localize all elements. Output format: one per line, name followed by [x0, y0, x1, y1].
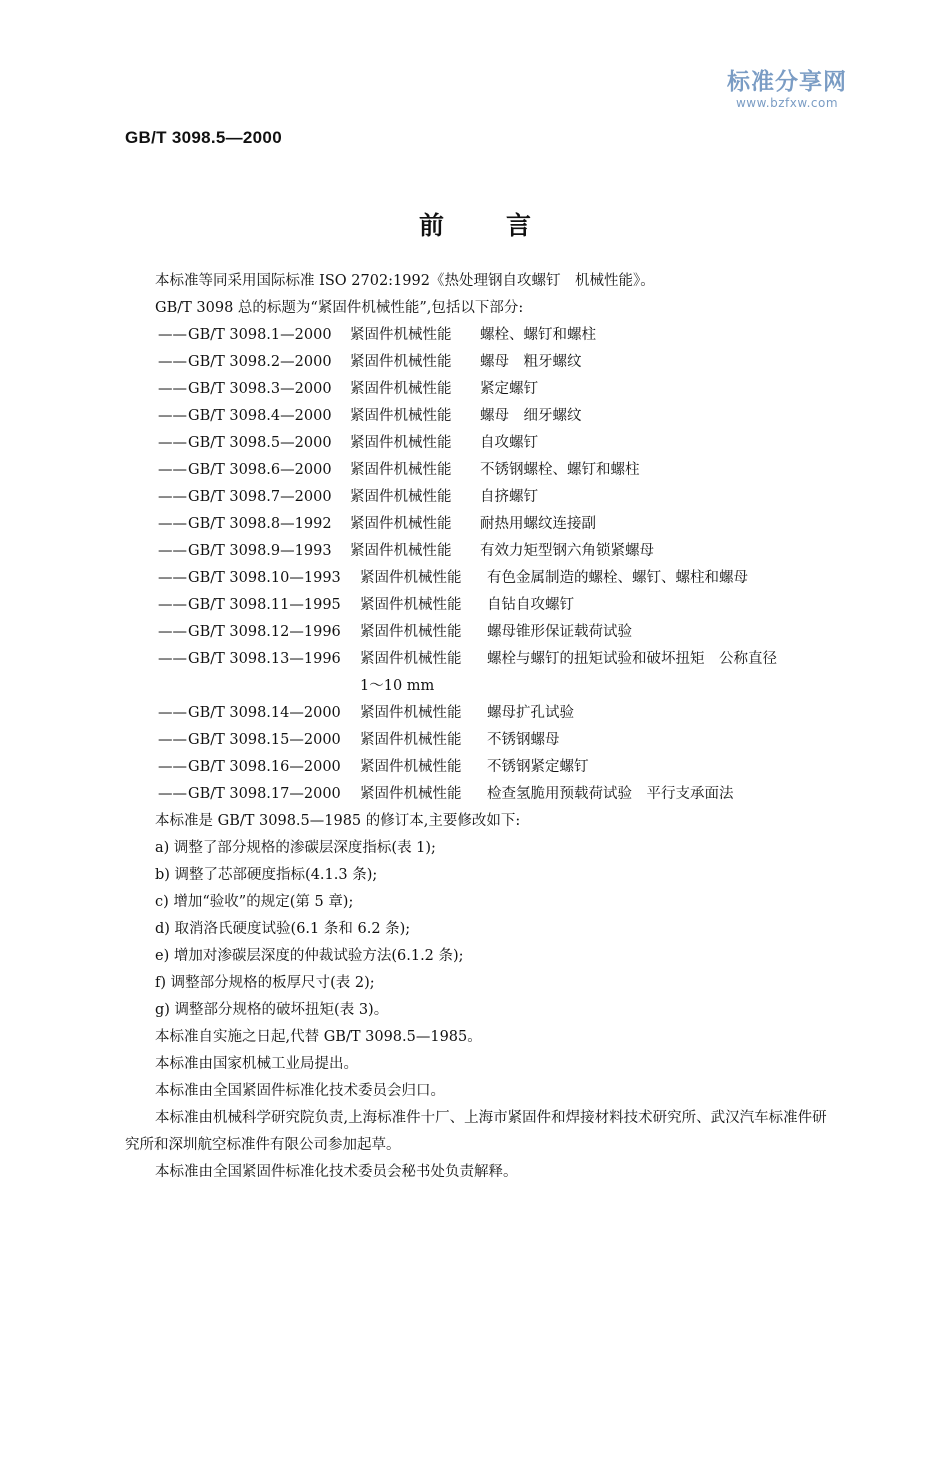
part-code: GB/T 3098.14—2000	[188, 705, 341, 721]
part-list-item	[125, 781, 840, 808]
part-subtitle: 紧定螺钉	[480, 381, 538, 397]
part-name: 紧固件机械性能	[350, 543, 452, 559]
part-subtitle: 有色金属制造的螺栓、螺钉、螺柱和螺母	[487, 570, 748, 586]
part-list-item	[125, 430, 840, 457]
part-subtitle: 检查氢脆用预载荷试验 平行支承面法	[487, 786, 734, 802]
part-dash: ——	[158, 786, 187, 802]
part-subtitle: 螺母锥形保证载荷试验	[487, 624, 632, 640]
part-name: 紧固件机械性能	[350, 354, 452, 370]
intro-line: GB/T 3098 总的标题为“紧固件机械性能”,包括以下部分:	[155, 300, 524, 316]
change-item: d) 取消洛氏硬度试验(6.1 条和 6.2 条);	[155, 921, 411, 937]
watermark-title: 标准分享网	[727, 69, 847, 95]
change-item: f) 调整部分规格的板厚尺寸(表 2);	[155, 975, 375, 991]
part-subtitle: 自钻自攻螺钉	[487, 597, 574, 613]
part-dash: ——	[158, 597, 187, 613]
closing-paragraph: 本标准由全国紧固件标准化技术委员会归口。	[155, 1083, 445, 1099]
closing-paragraph: 本标准由全国紧固件标准化技术委员会秘书处负责解释。	[155, 1164, 518, 1180]
part-code: GB/T 3098.15—2000	[188, 732, 341, 748]
part-subtitle: 有效力矩型钢六角锁紧螺母	[480, 543, 654, 559]
part-subtitle: 螺栓与螺钉的扭矩试验和破坏扭矩 公称直径	[487, 651, 777, 667]
part-subtitle: 螺母扩孔试验	[487, 705, 574, 721]
part-code: GB/T 3098.7—2000	[188, 489, 332, 505]
part-code: GB/T 3098.11—1995	[188, 597, 341, 613]
part-list-item	[125, 754, 840, 781]
part-code: GB/T 3098.1—2000	[188, 327, 332, 343]
part-list-item	[125, 322, 840, 349]
part-subtitle: 螺栓、螺钉和螺柱	[480, 327, 596, 343]
part-list-item	[125, 457, 840, 484]
part-subtitle: 不锈钢螺栓、螺钉和螺柱	[480, 462, 640, 478]
part-dash: ——	[158, 624, 187, 640]
part-list-item	[125, 727, 840, 754]
part-list-item	[125, 349, 840, 376]
part-name: 紧固件机械性能	[350, 489, 452, 505]
part-code: GB/T 3098.17—2000	[188, 786, 341, 802]
part-name: 紧固件机械性能	[350, 516, 452, 532]
part-code: GB/T 3098.4—2000	[188, 408, 332, 424]
closing-paragraph: 本标准由机械科学研究院负责,上海标准件十厂、上海市紧固件和焊接材料技术研究所、武汉汽车标准件研究所和深圳航空标准件有限公司参加起草。	[125, 1110, 827, 1153]
part-name: 紧固件机械性能	[360, 705, 462, 721]
part-subtitle: 自挤螺钉	[480, 489, 538, 505]
part-name: 紧固件机械性能	[350, 381, 452, 397]
part-subtitle: 自攻螺钉	[480, 435, 538, 451]
part-subtitle: 耐热用螺纹连接副	[480, 516, 596, 532]
part-name: 紧固件机械性能	[360, 624, 462, 640]
change-item: c) 增加“验收”的规定(第 5 章);	[155, 894, 354, 910]
part-dash: ——	[158, 435, 187, 451]
part-dash: ——	[158, 732, 187, 748]
part-code: GB/T 3098.3—2000	[188, 381, 332, 397]
part-list-item	[125, 538, 840, 565]
part-continuation-text: 1～10 mm	[360, 678, 435, 694]
part-list-item	[125, 700, 840, 727]
part-list-item	[125, 484, 840, 511]
document-body	[125, 268, 840, 1186]
part-dash: ——	[158, 543, 187, 559]
changes-list	[125, 835, 840, 1024]
part-subtitle: 不锈钢螺母	[487, 732, 560, 748]
part-name: 紧固件机械性能	[360, 570, 462, 586]
part-code: GB/T 3098.2—2000	[188, 354, 332, 370]
part-list-item	[125, 565, 840, 592]
part-name: 紧固件机械性能	[360, 732, 462, 748]
part-name: 紧固件机械性能	[350, 327, 452, 343]
change-item: b) 调整了芯部硬度指标(4.1.3 条);	[155, 867, 378, 883]
change-item: e) 增加对渗碳层深度的仲裁试验方法(6.1.2 条);	[155, 948, 464, 964]
part-dash: ——	[158, 489, 187, 505]
part-subtitle: 不锈钢紧定螺钉	[487, 759, 589, 775]
part-dash: ——	[158, 381, 187, 397]
standard-code: GB/T 3098.5—2000	[125, 128, 282, 147]
part-code: GB/T 3098.9—1993	[188, 543, 332, 559]
part-name: 紧固件机械性能	[360, 651, 462, 667]
part-name: 紧固件机械性能	[350, 435, 452, 451]
change-item: g) 调整部分规格的破坏扭矩(表 3)。	[155, 1002, 389, 1018]
part-name: 紧固件机械性能	[360, 759, 462, 775]
part-code: GB/T 3098.13—1996	[188, 651, 341, 667]
change-item: a) 调整了部分规格的渗碳层深度指标(表 1);	[155, 840, 436, 856]
intro-line: 本标准等同采用国际标准 ISO 2702:1992《热处理钢自攻螺钉 机械性能》。	[155, 273, 655, 289]
closing-paragraph: 本标准自实施之日起,代替 GB/T 3098.5—1985。	[155, 1029, 482, 1045]
part-dash: ——	[158, 570, 187, 586]
part-name: 紧固件机械性能	[360, 786, 462, 802]
closing-paragraph: 本标准由国家机械工业局提出。	[155, 1056, 358, 1072]
part-dash: ——	[158, 327, 187, 343]
part-code: GB/T 3098.10—1993	[188, 570, 341, 586]
part-dash: ——	[158, 705, 187, 721]
part-list-item	[125, 376, 840, 403]
part-code: GB/T 3098.12—1996	[188, 624, 341, 640]
closing-list	[125, 1024, 840, 1186]
part-subtitle: 螺母 粗牙螺纹	[480, 354, 582, 370]
part-continuation	[125, 673, 840, 700]
part-dash: ——	[158, 462, 187, 478]
part-dash: ——	[158, 651, 187, 667]
part-dash: ——	[158, 354, 187, 370]
part-code: GB/T 3098.8—1992	[188, 516, 332, 532]
part-name: 紧固件机械性能	[350, 408, 452, 424]
watermark-url: www.bzfxw.com	[735, 96, 839, 110]
part-code: GB/T 3098.5—2000	[188, 435, 332, 451]
part-name: 紧固件机械性能	[350, 462, 452, 478]
part-list-item	[125, 619, 840, 646]
part-code: GB/T 3098.16—2000	[188, 759, 341, 775]
part-dash: ——	[158, 759, 187, 775]
part-code: GB/T 3098.6—2000	[188, 462, 332, 478]
part-dash: ——	[158, 408, 187, 424]
part-dash: ——	[158, 516, 187, 532]
page-title: 前言	[418, 211, 593, 240]
revision-intro: 本标准是 GB/T 3098.5—1985 的修订本,主要修改如下:	[155, 813, 521, 829]
part-list-item	[125, 646, 840, 673]
part-list-item	[125, 511, 840, 538]
part-name: 紧固件机械性能	[360, 597, 462, 613]
part-subtitle: 螺母 细牙螺纹	[480, 408, 582, 424]
part-list-item	[125, 592, 840, 619]
part-list-item	[125, 403, 840, 430]
watermark-logo	[712, 68, 862, 110]
parts-list	[125, 322, 840, 808]
